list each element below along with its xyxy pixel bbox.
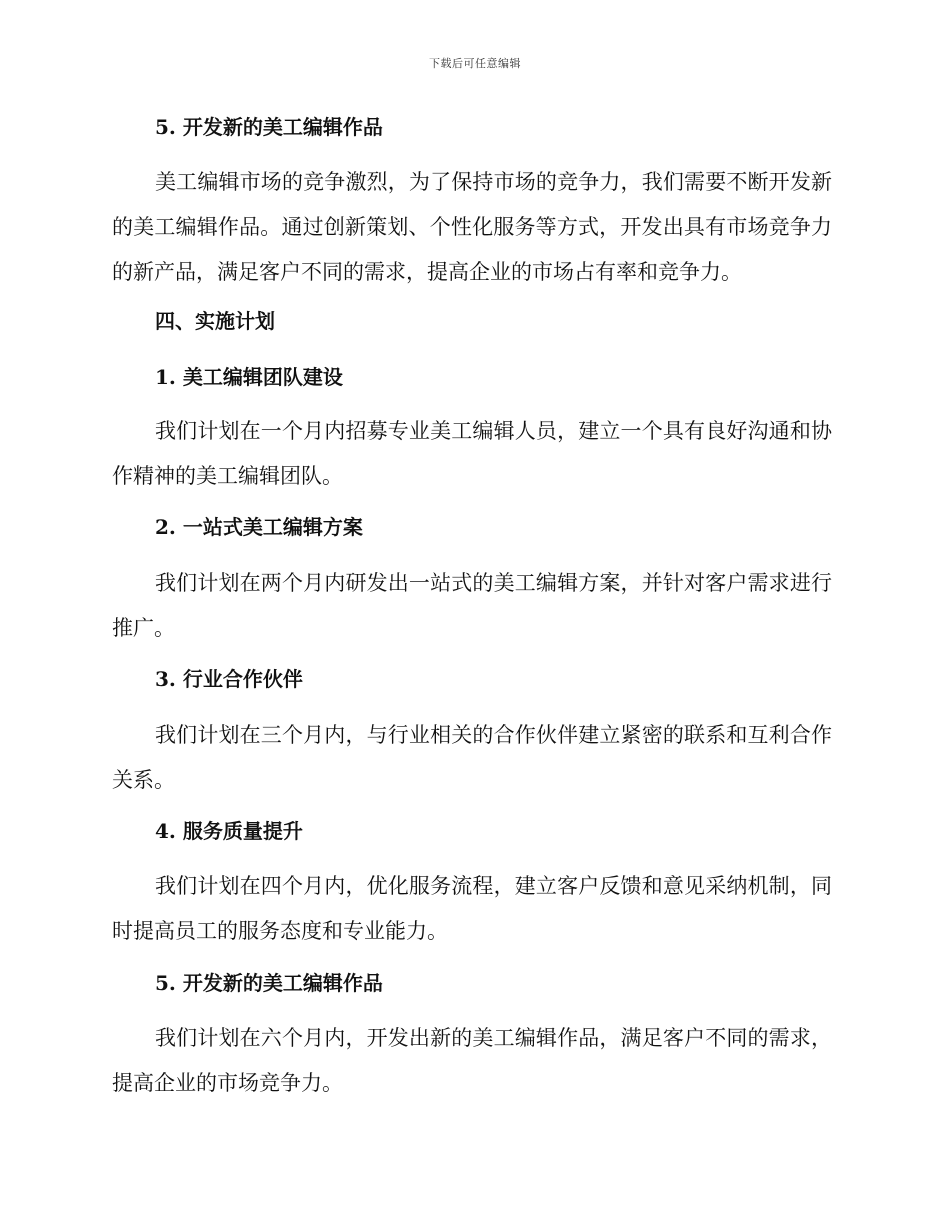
section-heading-service-quality: 4. 服务质量提升	[155, 819, 303, 843]
paragraph-team-building: 我们计划在一个月内招募专业美工编辑人员，建立一个具有良好沟通和协作精神的美工编辑团队。	[112, 419, 832, 488]
chapter-heading-implementation-plan: 四、实施计划	[155, 309, 275, 333]
paragraph-industry-partners: 我们计划在三个月内，与行业相关的合作伙伴建立紧密的联系和互利合作关系。	[112, 723, 832, 792]
paragraph-service-quality: 我们计划在四个月内，优化服务流程，建立客户反馈和意见采纳机制，同时提高员工的服务态度和专业能力。	[112, 874, 832, 943]
paragraph-develop-new-works: 美工编辑市场的竞争激烈，为了保持市场的竞争力，我们需要不断开发新的美工编辑作品。通过创新策划、个性化服务等方式，开发出具有市场竞争力的新产品，满足客户不同的需求，提高企业的市场占有率和竞争力。	[112, 170, 832, 284]
paragraph-one-stop-solution: 我们计划在两个月内研发出一站式的美工编辑方案，并针对客户需求进行推广。	[112, 571, 832, 640]
section-heading-develop-new-works: 5. 开发新的美工编辑作品	[155, 115, 383, 139]
section-heading-one-stop-solution: 2. 一站式美工编辑方案	[155, 515, 363, 539]
section-heading-industry-partners: 3. 行业合作伙伴	[155, 667, 303, 691]
paragraph-new-works-plan: 我们计划在六个月内，开发出新的美工编辑作品，满足客户不同的需求，提高企业的市场竞争力。	[112, 1026, 832, 1095]
page-header: 下载后可任意编辑	[429, 57, 521, 70]
section-heading-team-building: 1. 美工编辑团队建设	[155, 365, 343, 389]
section-heading-new-works-plan: 5. 开发新的美工编辑作品	[155, 971, 383, 995]
